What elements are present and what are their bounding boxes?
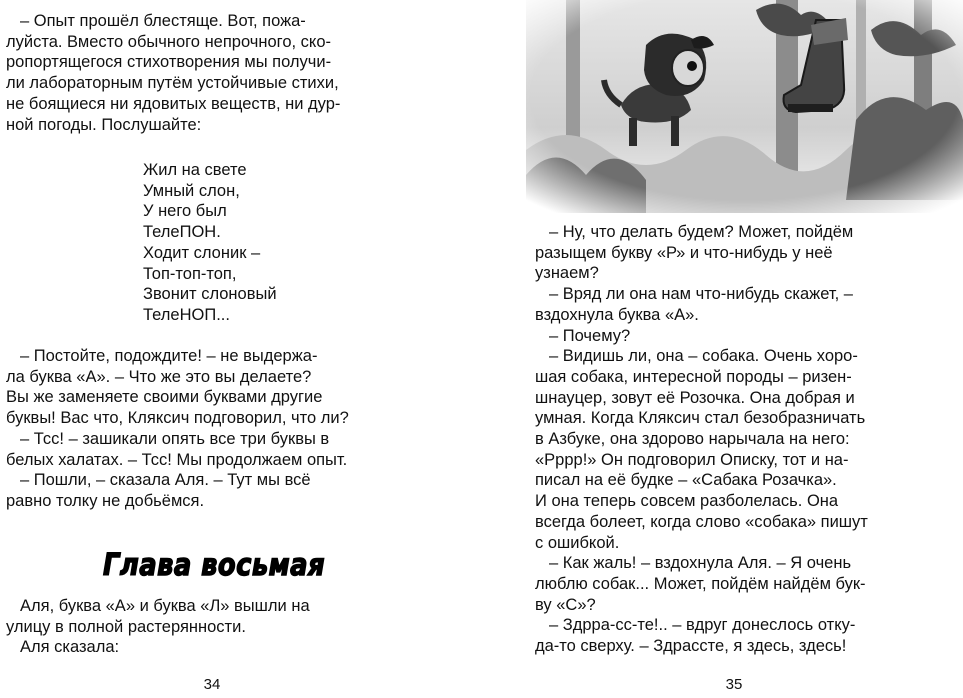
- text-line: ной погоды. Послушайте:: [6, 115, 202, 134]
- text-line: в Азбуке, она здорово нарычала на него:: [535, 430, 850, 449]
- chapter-title: [103, 543, 333, 587]
- paragraph: [535, 326, 923, 347]
- text-line: Вы же заменяете своими буквами другие: [6, 388, 323, 407]
- text-line: – Постойте, подождите! – не выдержа-: [20, 347, 318, 365]
- poem-line: Умный слон,: [143, 181, 240, 200]
- paragraph: [6, 637, 418, 658]
- illustration-vignette: [526, 0, 963, 213]
- text-line: равно толку не добьёмся.: [6, 491, 205, 510]
- text-line: ву «С»?: [535, 595, 596, 614]
- text-line: – Вряд ли она нам что-нибудь скажет, –: [549, 285, 853, 304]
- text-line: вздохнула буква «А».: [535, 305, 699, 324]
- paragraph: [535, 615, 923, 656]
- text-line: – Почему?: [549, 326, 631, 345]
- illustration-dog-and-boot: [526, 0, 963, 213]
- text-line: буквы! Вас что, Кляксич подговорил, что ли?: [6, 409, 349, 428]
- text-line: не боящиеся ни ядовитых веществ, ни дур-: [6, 94, 341, 113]
- text-line: белых халатах. – Тсс! Мы продолжаем опыт.: [6, 450, 348, 469]
- left-middle-text: [6, 346, 418, 512]
- paragraph: [535, 222, 923, 284]
- text-line: ли лабораторным путём устойчивые стихи,: [6, 74, 339, 93]
- text-line: умная. Когда Кляксич стал безобразничать: [535, 409, 866, 428]
- text-line: – Видишь ли, она – собака. Очень хоро-: [549, 347, 858, 366]
- right-page-text: [535, 222, 923, 657]
- text-line: «Рррр!» Он подговорил Описку, тот и на-: [535, 450, 849, 469]
- poem: [143, 160, 403, 326]
- text-line: – Здрра-сс-те!.. – вдруг донеслось отку-: [549, 616, 856, 635]
- page-number: 34: [203, 676, 221, 693]
- paragraph: [6, 470, 418, 511]
- poem-line: У него был: [143, 202, 227, 221]
- text-line: – Опыт прошёл блестяще. Вот, пожа-: [20, 12, 306, 30]
- poem-line: ТелеНОП...: [143, 305, 230, 324]
- text-line: – Тсс! – зашикали опять все три буквы в: [20, 429, 330, 448]
- poem-line: ТелеПОН.: [143, 223, 221, 242]
- paragraph: [6, 429, 418, 470]
- left-bottom-text: [6, 596, 418, 658]
- chapter-title-text: Глава восьмая: [103, 548, 325, 583]
- right-page: [481, 0, 963, 698]
- text-line: писал на её будке – «Сабака Розачка».: [535, 471, 837, 490]
- left-page: [0, 0, 481, 698]
- text-line: шая собака, интересной породы – ризен-: [535, 367, 852, 386]
- text-line: узнаем?: [535, 264, 599, 283]
- text-line: Аля сказала:: [20, 638, 120, 657]
- page-number: 35: [725, 676, 743, 693]
- poem-line: Жил на свете: [143, 161, 247, 179]
- poem-line: Ходит слоник –: [143, 243, 261, 262]
- text-line: – Как жаль! – вздохнула Аля. – Я очень: [549, 554, 852, 573]
- paragraph: [6, 346, 418, 429]
- text-line: – Пошли, – сказала Аля. – Тут мы всё: [20, 471, 311, 490]
- poem-line: Звонит слоновый: [143, 285, 277, 304]
- text-line: луйста. Вместо обычного непрочного, ско-: [6, 32, 331, 51]
- paragraph: [535, 346, 923, 553]
- text-line: улицу в полной растерянности.: [6, 617, 246, 636]
- paragraph: [535, 284, 923, 325]
- paragraph: [6, 11, 418, 135]
- text-line: Аля, буква «А» и буква «Л» вышли на: [20, 597, 310, 615]
- paragraph: [6, 596, 418, 637]
- text-line: ла буква «А». – Что же это вы делаете?: [6, 367, 312, 386]
- left-top-paragraph: [6, 11, 418, 135]
- paragraph: [535, 553, 923, 615]
- poem-line: Топ-топ-топ,: [143, 264, 237, 283]
- text-line: ропортящегося стихотворения мы получи-: [6, 53, 332, 72]
- text-line: И она теперь совсем разболелась. Она: [535, 492, 839, 511]
- text-line: всегда болеет, когда слово «собака» пишут: [535, 512, 868, 531]
- text-line: с ошибкой.: [535, 533, 620, 552]
- text-line: – Ну, что делать будем? Может, пойдём: [549, 223, 854, 241]
- text-line: да-то сверху. – Здрассте, я здесь, здесь!: [535, 637, 847, 656]
- text-line: люблю собак... Может, пойдём найдём бук-: [535, 574, 866, 593]
- text-line: шнауцер, зовут её Розочка. Она добрая и: [535, 388, 855, 407]
- text-line: разыщем букву «Р» и что-нибудь у неё: [535, 243, 833, 262]
